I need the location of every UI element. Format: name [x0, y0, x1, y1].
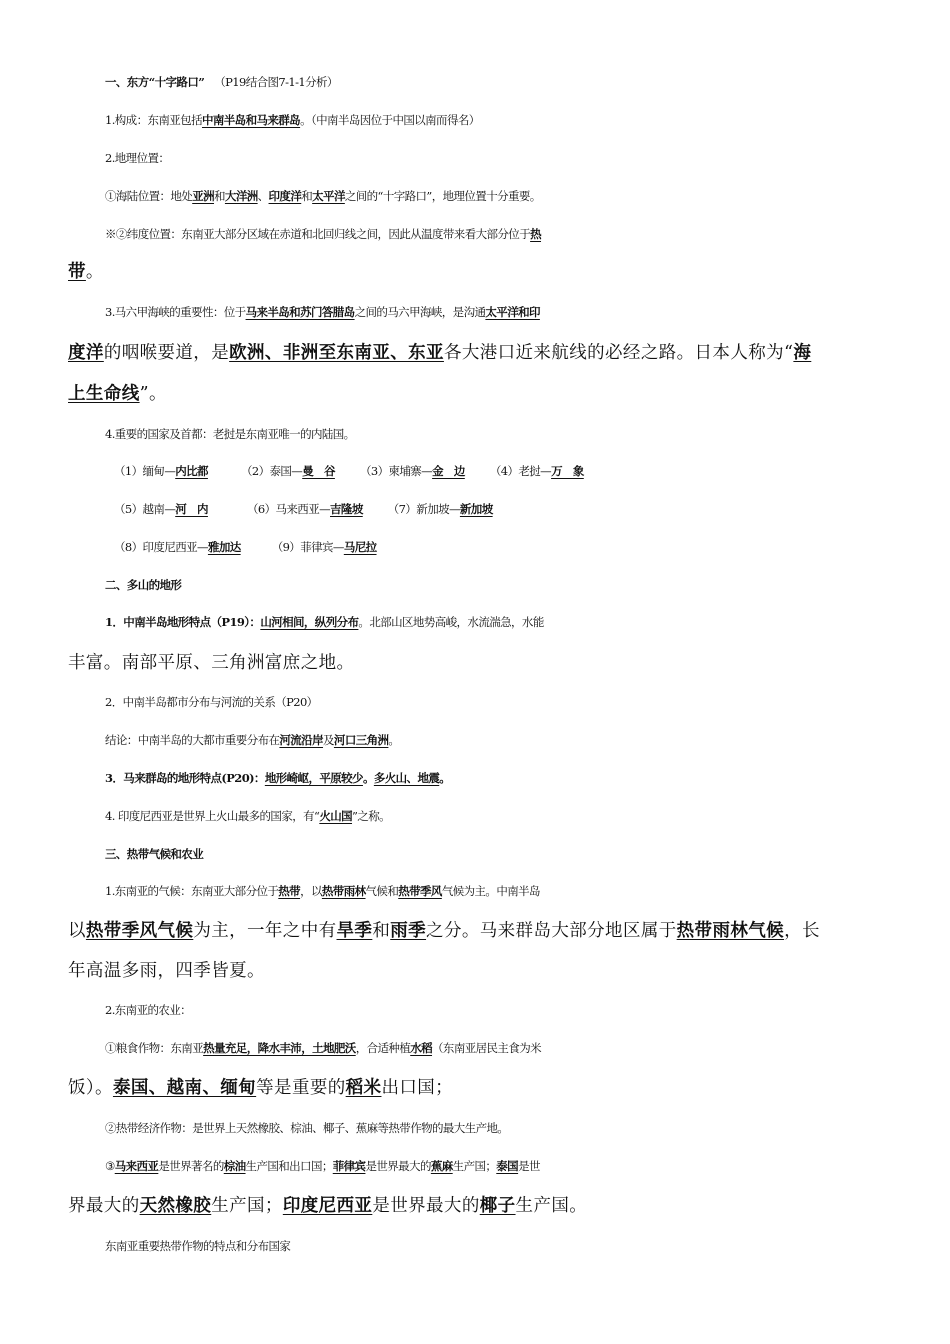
keyword: 印度尼西亚	[282, 1196, 373, 1216]
keyword: 马来半岛和苏门答腊岛	[245, 305, 355, 319]
paragraph-crop-producers-cont	[68, 1194, 888, 1218]
keyword: 印度洋	[268, 189, 302, 203]
country-name: （5）越南—	[114, 502, 176, 516]
capital-item	[490, 464, 584, 478]
keyword: 多火山、地震	[373, 771, 440, 785]
capital-name: 内比都	[175, 464, 208, 478]
text: 。	[85, 262, 104, 282]
text: 的咽喉要道，是	[103, 343, 230, 363]
text: 结论：中南半岛的大都市重要分布在	[105, 733, 280, 747]
text: ，长	[784, 921, 820, 941]
paragraph-location-heading	[105, 146, 925, 170]
text: 年高温多雨，四季皆夏。	[68, 961, 265, 981]
country-name: （3）柬埔寨—	[359, 464, 433, 478]
text: 丰富。南部平原、三角洲富庶之地。	[68, 653, 355, 673]
keyword: 大洋洲	[224, 189, 258, 203]
capital-name: 马尼拉	[343, 540, 377, 554]
text: ①粮食作物：东南亚	[105, 1041, 204, 1055]
text: 。北部山区地势高峻，水流湍急，水能	[358, 615, 544, 629]
keyword: 热	[530, 227, 542, 241]
text: ※②纬度位置：东南亚大部分区域在赤道和北回归线之间，因此从温度带来看大部分位于	[105, 227, 531, 241]
text: 4.重要的国家及首都：老挝是东南亚唯一的内陆国。	[105, 427, 355, 441]
text: 和	[301, 189, 313, 203]
capitals-row-3	[114, 535, 934, 559]
paragraph-capitals-intro	[105, 422, 925, 446]
keyword: 河流沿岸	[279, 733, 324, 747]
text: 1．中南半岛地形特点（P19）：	[105, 615, 261, 629]
capital-name: 新加坡	[459, 502, 493, 516]
text: 3.马六甲海峡的重要性：位于	[105, 305, 246, 319]
country-name: （7）新加坡—	[387, 502, 460, 516]
keyword: 天然橡胶	[139, 1196, 212, 1216]
capital-item	[247, 502, 363, 516]
text: 之间的“十字路口”，地理位置十分重要。	[344, 189, 541, 203]
capital-name: 雅加达	[207, 540, 241, 554]
paragraph-malacca-strait	[105, 300, 925, 324]
keyword: 河口三角洲	[333, 733, 389, 747]
paragraph-latitude-position-cont	[68, 260, 888, 284]
country-name: （8）印度尼西亚—	[114, 540, 208, 554]
capital-item	[272, 540, 377, 554]
keyword: 海	[793, 343, 812, 363]
paragraph-malacca-strait-cont	[68, 341, 888, 365]
paragraph-cities-rivers	[105, 690, 925, 714]
text: 。	[439, 771, 451, 785]
keyword: 度洋	[68, 343, 104, 363]
keyword: 热带雨林气候	[676, 921, 785, 941]
paragraph-table-caption	[105, 1234, 925, 1258]
section-3-title: 三、热带气候和农业	[105, 847, 204, 861]
capital-item	[114, 540, 241, 554]
capital-item	[388, 502, 493, 516]
keyword: 太平洋和印	[485, 305, 540, 319]
section-1-title: 一、东方“十字路口”	[105, 75, 205, 89]
paragraph-peninsula-terrain	[105, 610, 925, 634]
text: 2.地理位置：	[105, 151, 170, 165]
keyword: 热带雨林	[321, 884, 366, 898]
section-2-title: 二、多山的地形	[105, 578, 182, 592]
paragraph-peninsula-terrain-cont	[68, 651, 888, 675]
text: 2.东南亚的农业：	[105, 1003, 192, 1017]
text: 等是重要的	[256, 1078, 346, 1098]
capital-item	[114, 464, 208, 478]
section-2-heading	[105, 573, 925, 597]
text: 3．马来群岛的地形特点(P20)：	[105, 771, 265, 785]
text: 是世界最大的	[372, 1196, 480, 1216]
keyword: 热带	[278, 884, 301, 898]
text: ①海陆位置：地处	[105, 189, 193, 203]
paragraph-malacca-strait-cont2	[68, 382, 888, 406]
capital-name: 曼 谷	[302, 464, 335, 478]
paragraph-malay-terrain	[105, 766, 925, 790]
country-name: （2）泰国—	[240, 464, 303, 478]
text: 。	[388, 733, 400, 747]
capitals-row-2	[114, 497, 934, 521]
text: 。	[362, 771, 374, 785]
text: 是世	[518, 1159, 540, 1173]
keyword: 菲律宾	[332, 1159, 366, 1173]
paragraph-food-crops	[105, 1036, 925, 1060]
keyword: 雨季	[390, 921, 427, 941]
text: 。（中南半岛因位于中国以南而得名）	[300, 113, 480, 127]
country-name: （4）老挝—	[489, 464, 552, 478]
capital-name: 金 边	[432, 464, 465, 478]
keyword: 地形崎岖，平原较少	[264, 771, 363, 785]
text: 饭）。	[68, 1078, 113, 1098]
paragraph-conclusion	[105, 728, 925, 752]
keyword: 带	[68, 262, 86, 282]
text: 生产国。	[515, 1196, 588, 1216]
country-name: （9）菲律宾—	[271, 540, 344, 554]
country-name: （6）马来西亚—	[246, 502, 331, 516]
keyword: 水稻	[410, 1041, 433, 1055]
keyword: 上生命线	[68, 384, 140, 404]
text: 和	[372, 921, 391, 941]
keyword: 山河相间，纵列分布	[260, 615, 359, 629]
keyword: 热带季风	[398, 884, 442, 898]
keyword: 泰国、越南、缅甸	[112, 1078, 257, 1098]
keyword: 马来西亚	[114, 1159, 159, 1173]
capital-name: 河 内	[175, 502, 208, 516]
keyword: 棕油	[223, 1159, 246, 1173]
text: 生产国；	[452, 1159, 497, 1173]
text: 气候为主。中南半岛	[441, 884, 540, 898]
paragraph-volcano-country	[105, 804, 925, 828]
text: 和	[214, 189, 225, 203]
text: 是世界最大的	[365, 1159, 431, 1173]
text: 是世界著名的	[158, 1159, 224, 1173]
keyword: 亚洲	[192, 189, 215, 203]
keyword: 热带季风气候	[85, 921, 194, 941]
keyword: 泰国	[496, 1159, 519, 1173]
capital-item	[360, 464, 465, 478]
text: 2．中南半岛都市分布与河流的关系（P20）	[105, 695, 318, 709]
text: 1.构成：东南亚包括	[105, 113, 202, 127]
text: 4. 印度尼西亚是世界上火山最多的国家，有“	[105, 809, 320, 823]
text: 生产国；	[211, 1196, 283, 1216]
text: 之分。马来群岛大部分地区属于	[426, 921, 677, 941]
keyword: 欧洲、非洲至东南亚、东亚	[229, 343, 444, 363]
text: （东南亚居民主食为米	[432, 1041, 542, 1055]
text: ”之称。	[352, 809, 390, 823]
text: ②热带经济作物：是世界上天然橡胶、棕油、椰子、蕉麻等热带作物的最大生产地。	[105, 1121, 509, 1135]
keyword: 稻米	[345, 1078, 382, 1098]
capital-name: 吉隆坡	[330, 502, 363, 516]
text: 以	[68, 921, 86, 941]
paragraph-agriculture-heading	[105, 998, 925, 1022]
paragraph-composition	[105, 108, 925, 132]
text: 、	[257, 189, 269, 203]
paragraph-cash-crops	[105, 1116, 925, 1140]
paragraph-latitude-position	[105, 222, 925, 246]
paragraph-climate-cont	[68, 919, 888, 943]
capital-name: 万 象	[551, 464, 584, 478]
text: 及	[323, 733, 334, 747]
paragraph-sea-land-position	[105, 184, 925, 208]
text: 生产国和出口国；	[245, 1159, 333, 1173]
paragraph-climate-cont2	[68, 959, 888, 983]
text: 东南亚重要热带作物的特点和分布国家	[105, 1239, 291, 1253]
text: ③	[105, 1159, 115, 1173]
section-1-title-note: （P19结合图7-1-1分析）	[214, 75, 338, 89]
section-3-heading	[105, 842, 925, 866]
keyword: 椰子	[479, 1196, 516, 1216]
text: 出口国；	[381, 1078, 454, 1098]
paragraph-climate	[105, 879, 925, 903]
capitals-row-1	[114, 459, 934, 483]
text: 界最大的	[68, 1196, 140, 1216]
keyword: 中南半岛和马来群岛	[201, 113, 301, 127]
text: 各大港口近来航线的必经之路。日本人称为“	[443, 343, 794, 363]
capital-item	[241, 464, 335, 478]
capital-item	[114, 502, 208, 516]
keyword: 火山国	[319, 809, 353, 823]
text: ，以	[300, 884, 322, 898]
text: 气候和	[365, 884, 399, 898]
text: 1.东南亚的气候：东南亚大部分位于	[105, 884, 279, 898]
text: 之间的马六甲海峡，是沟通	[354, 305, 486, 319]
keyword: 太平洋	[312, 189, 345, 203]
keyword: 蕉麻	[430, 1159, 453, 1173]
text: ，合适种植	[355, 1041, 411, 1055]
text: 为主，一年之中有	[193, 921, 337, 941]
keyword: 热量充足，降水丰沛，土地肥沃	[203, 1041, 356, 1055]
text: ”。	[139, 384, 167, 404]
paragraph-food-crops-cont	[68, 1076, 888, 1100]
paragraph-crop-producers	[105, 1154, 925, 1178]
section-1-heading	[105, 70, 925, 94]
country-name: （1）缅甸—	[114, 464, 176, 478]
keyword: 旱季	[336, 921, 373, 941]
